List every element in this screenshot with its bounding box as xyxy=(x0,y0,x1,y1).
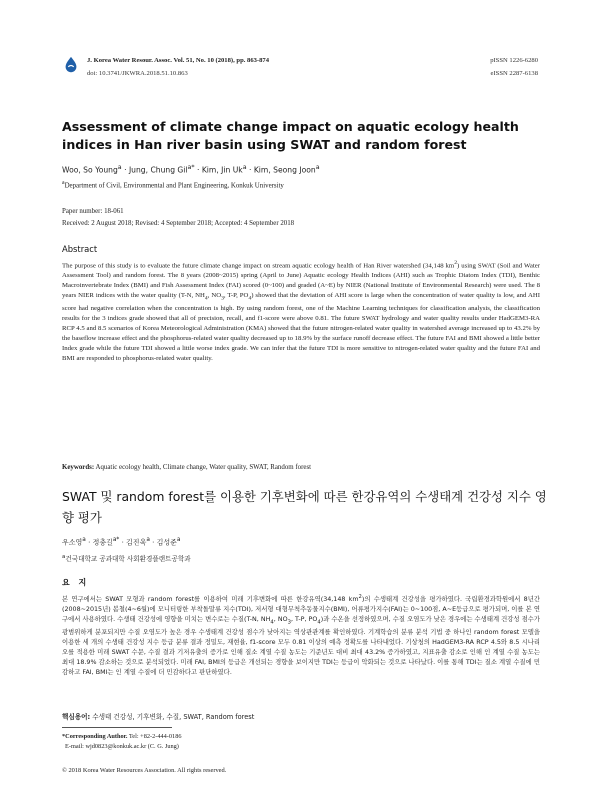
doi-link[interactable]: doi: 10.3741/JKWRA.2018.51.10.863 xyxy=(87,70,188,77)
author-name[interactable]: Jung, Chung Gil xyxy=(128,165,188,175)
korean-author-list: 우소영$^a$ · 정충길$^{a*}$ · 김진욱$^a$ · 김성준$^a$ xyxy=(62,537,181,547)
affiliation-mark: a xyxy=(62,553,66,560)
korean-summary-heading: 요 지 xyxy=(62,578,90,587)
korean-affiliation xyxy=(62,553,191,563)
author-name[interactable]: 우소영 xyxy=(62,538,83,547)
author-affil-mark: a* xyxy=(187,164,195,171)
affiliation-mark: a xyxy=(62,180,65,186)
korean-title: SWAT 및 random forest를 이용한 기후변화에 따른 한강유역의 수생태계 건강성 지수 영향 평가 xyxy=(62,489,547,525)
author-name[interactable]: Kim, Seong Joon xyxy=(253,165,316,175)
korean-keywords xyxy=(62,711,254,721)
author-name[interactable]: Kim, Jin Uk xyxy=(201,165,243,175)
affiliation xyxy=(62,180,284,189)
author-affil-mark: a xyxy=(315,164,320,171)
korean-summary-body: 본 연구에서는 SWAT 모형과 random forest를 이용하여 미래 기후변화에 따른 한강유역(34,148 $km^2$)의 수생태계 건강성을 평가하였다. 국립환경과학원에서 8년간(2008~2015년) 봄철(4~6월)에 모니터링한 부착돌말류 지수(TDI), 저서형 대형무척추동물지수(BMI), 어류평가지수(FAI)는 0~100점, A~E등급으로 평가되며, 이를 본 연구에서 사용하였다. 수생태 건강성에 영향을 미치는 변수로는 수질(T-N, $NH_4$, $NO_3$, T-P, $PO_4$)과 수온을 선정하였으며, 수질 오염도가 낮은 경우에는 수생태계 건강성 점수가 광범위하게 분포되지만 수질 오염도가 높은 경우 수생태계 건강성 점수가 낮아지는 역상관관계를 확인하였다. 기계학습의 분류 분석 기법 중 하나인 random forest 모델을 이용한 세 개의 수생태 건강성 지수 등급 분류 결과 정밀도, 재현율, f1-score 모두 0.81 이상의 예측 정확도를 나타내었다. 기상청의 HadGEM3-RA RCP 4.5와 8.5 시나리오를 적용한 미래 SWAT 수문, 수질 결과 기저유출의 증가로 인해 질소 계열 수질 농도는 기준년도 대비 최대 43.2% 증가하였고, 지표유출 감소로 인해 인 계열 수질 농도는 최대 18.9% 감소하는 것으로 분석되었다. 미래 FAI, BMI의 등급은 개선되는 경향을 보이지만 TDI는 등급이 악화되는 것으로 나타났다. 이를 통해 TDI는 질소 계열 수질에 민감하고 FAI, BMI는 인 계열 수질에 더 민감하다고 판단하였다. xyxy=(62,594,540,677)
received-dates: Received: 2 August 2018; Revised: 4 September 2018; Accepted: 4 September 2018 xyxy=(62,220,295,227)
author-affil-mark: a xyxy=(176,537,181,543)
author-name[interactable]: Woo, So Young xyxy=(62,165,118,175)
affiliation-text: 건국대학교 공과대학 사회환경플랜트공학과 xyxy=(65,555,191,563)
footnote-divider xyxy=(62,727,172,728)
pissn: pISSN 1226-6280 xyxy=(490,57,538,64)
journal-header xyxy=(62,56,538,86)
author-affil-mark: a xyxy=(242,164,247,171)
corresponding-email[interactable]: E-mail: wjd0823@konkuk.ac.kr (C. G. Jung) xyxy=(65,743,179,750)
keywords-label: 핵심용어: xyxy=(62,713,91,721)
keywords-text: Aquatic ecology health, Climate change, Water quality, SWAT, Random forest xyxy=(94,464,312,471)
keywords-text: 수생태 건강성, 기후변화, 수질, SWAT, Random forest xyxy=(90,713,255,721)
paper-title: Assessment of climate change impact on aquatic ecology health indices in Han river basin using SWAT and random forest xyxy=(62,119,519,152)
affiliation-text: Department of Civil, Environmental and Plant Engineering, Konkuk University xyxy=(64,182,284,190)
author-name[interactable]: 김진욱 xyxy=(126,538,147,547)
author-name[interactable]: 김성준 xyxy=(156,538,177,547)
corresponding-tel: Tel: +82-2-444-0186 xyxy=(127,733,182,740)
author-name[interactable]: 정충길 xyxy=(92,538,113,547)
abstract-body: The purpose of this study is to evaluate the future climate change impact on stream aquatic ecology health of Han River watershed (34,148 $km^2$) using SWAT (Soil and Water Assessment Tool) and random forest. The 8 years (2008~2015) spring (April to June) Aquatic ecology Health Indices (AHI) such as Trophic Diatom Index (TDI), Benthic Macroinvertebrate Index (BMI) and Fish Assessment Index (FAI) scored (0~100) and graded (A~E) by NIER (National Institute of Environmental Research) were used. The 8 years NIER indices with the water quality (T-N, $NH_4$, $NO_3$, T-P, $PO_4$) showed that the deviation of AHI score is large when the concentration of water quality is low, and AHI score had negative correlation when the concentration is high. By using random forest, one of the Machine Learning techniques for classification analysis, the classification results for the 3 indices grade showed that all of precision, recall, and f1-score were above 0.81. The future SWAT hydrology and water quality results under HadGEM3-RA RCP 4.5 and 8.5 scenarios of Korea Meteorological Administration (KMA) showed that the future nitrogen-related water quality in watershed average increased up to 43.2% by the baseflow increase effect and the phosphorus-related water quality decreased up to 18.9% by the surface runoff decrease effect. The future FAI and BMI showed a little better Index grade while the future TDI showed a little worse index grade. We can infer that the future TDI is more sensitive to nitrogen-related water quality and the future FAI and BMI are responded to phosphorus-related water quality. xyxy=(62,260,540,363)
copyright: © 2018 Korea Water Resources Association. All rights reserved. xyxy=(62,767,227,774)
keywords-label: Keywords: xyxy=(62,464,95,471)
paper-number: Paper number: 18-061 xyxy=(62,208,124,215)
keywords-en xyxy=(62,464,311,471)
author-affil-mark: a xyxy=(82,537,86,543)
journal-logo-icon xyxy=(62,56,80,74)
corresponding-author xyxy=(62,732,182,752)
author-affil-mark: a* xyxy=(112,537,120,543)
author-list: Woo, So Young$^a$ · Jung, Chung Gil$^{a*}$ · Kim, Jin $Uk^a$ · Kim, Seong Joon$^a$ xyxy=(62,164,320,175)
author-affil-mark: a xyxy=(117,164,122,171)
eissn: eISSN 2287-6138 xyxy=(490,70,538,77)
abstract-heading: Abstract xyxy=(62,244,98,254)
author-affil-mark: a xyxy=(146,537,150,543)
journal-citation: J. Korea Water Resour. Assoc. Vol. 51, No. 10 (2018), pp. 863-874 xyxy=(87,57,270,64)
corresponding-label: *Corresponding Author. xyxy=(62,733,128,740)
